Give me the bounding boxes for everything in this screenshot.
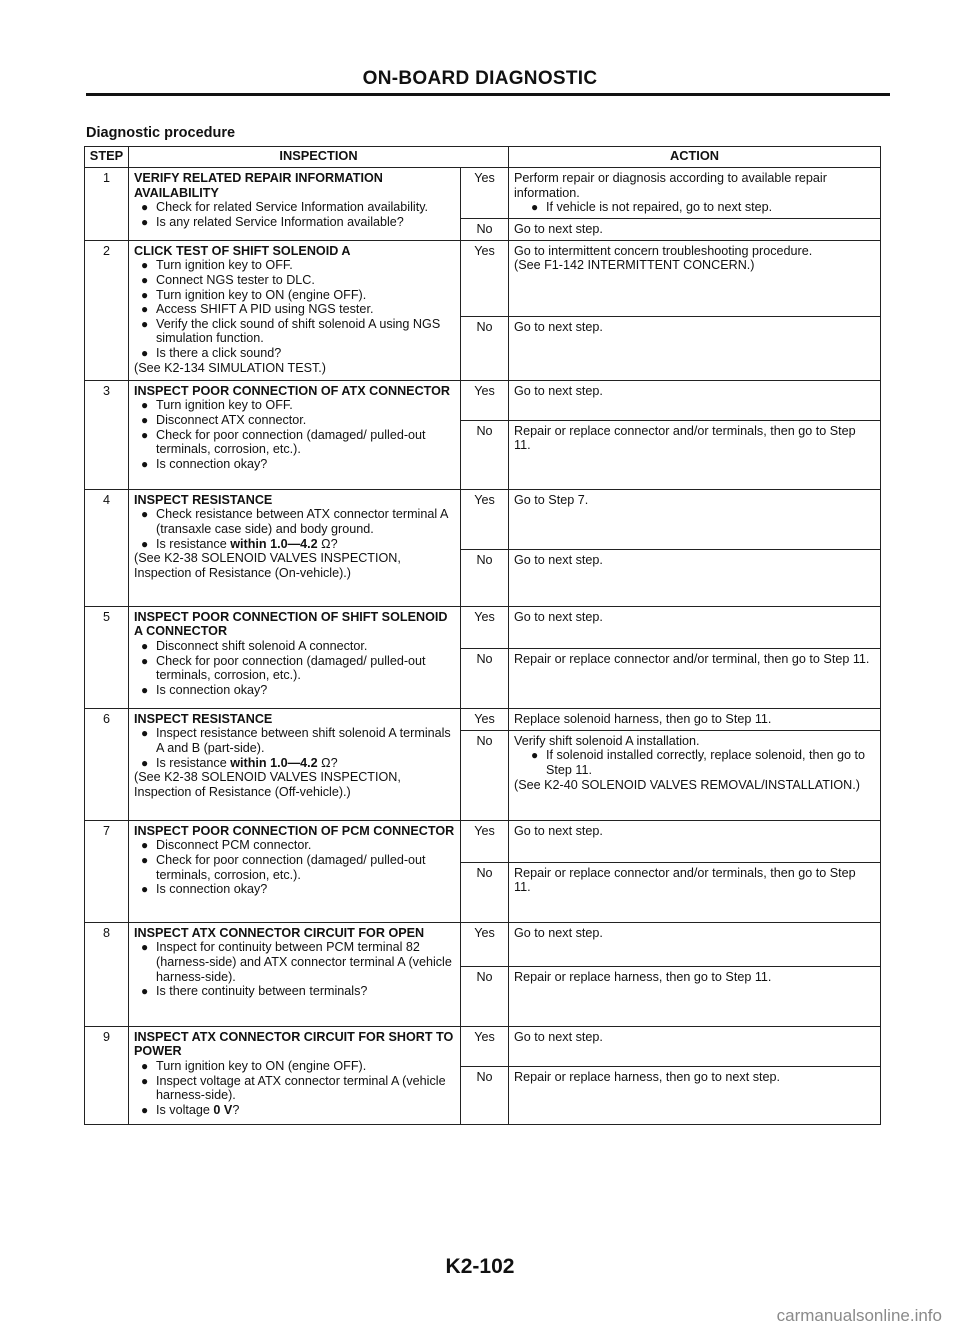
table-row: [85, 1026, 881, 1066]
inspection-cell: [129, 708, 461, 820]
no-label: No: [461, 549, 509, 606]
inspection-question: ● Is voltage 0 V?: [141, 1102, 240, 1117]
inspection-item: ● Inspect resistance between shift solenoid A terminals A and B (part-side).: [141, 726, 451, 755]
bullet-icon: ●: [141, 398, 149, 413]
inspection-item: ● Turn ignition key to OFF.: [141, 398, 293, 413]
inspection-item: ● Disconnect ATX connector.: [141, 412, 307, 427]
no-label: No: [461, 218, 509, 240]
inspection-item: ● Is there continuity between terminals?: [141, 984, 368, 999]
bullet-icon: ●: [141, 456, 149, 471]
bullet-icon: ●: [141, 638, 149, 653]
bullet-icon: ●: [141, 345, 149, 360]
yes-action: Go to next step.: [509, 820, 881, 862]
bullet-icon: ●: [141, 1058, 149, 1073]
inspection-title: VERIFY RELATED REPAIR INFORMATION AVAILABILITY: [134, 171, 383, 200]
title-rule: [86, 93, 890, 96]
no-action: Go to next step.: [509, 218, 881, 240]
no-action: Repair or replace harness, then go to Step 11.: [509, 966, 881, 1026]
yes-label: Yes: [461, 922, 509, 966]
bullet-icon: ●: [141, 302, 149, 317]
bullet-icon: ●: [141, 682, 149, 697]
no-action: Go to next step.: [509, 316, 881, 380]
step-number: 4: [85, 489, 129, 606]
yes-label: Yes: [461, 240, 509, 316]
inspection-question: ● Is resistance within 1.0—4.2 Ω?: [141, 536, 338, 551]
table-body: [85, 168, 881, 1125]
bullet-icon: ●: [141, 272, 149, 287]
yes-action: Go to next step.: [509, 606, 881, 648]
bullet-icon: ●: [141, 653, 149, 668]
no-action: Repair or replace connector and/or terminals, then go to Step 11.: [509, 862, 881, 922]
bullet-icon: ●: [141, 940, 149, 955]
bullet-icon: ●: [141, 287, 149, 302]
no-action: Verify shift solenoid A installation. ● If solenoid installed correctly, replace solenoid, then go to Step 11. (See K2-40 SOLENOID VALVES REMOVAL/INSTALLATION.): [509, 730, 881, 820]
bullet-icon: ●: [141, 507, 149, 522]
bullet-icon: ●: [141, 412, 149, 427]
inspection-item: ● Is connection okay?: [141, 882, 268, 897]
yes-label: Yes: [461, 708, 509, 730]
inspection-title: INSPECT POOR CONNECTION OF ATX CONNECTOR: [134, 383, 451, 398]
step-number: 2: [85, 240, 129, 380]
no-label: No: [461, 862, 509, 922]
step-number: 6: [85, 708, 129, 820]
yes-action: Go to intermittent concern troubleshooting procedure. (See F1-142 INTERMITTENT CONCERN.): [509, 240, 881, 316]
yes-label: Yes: [461, 380, 509, 420]
bullet-icon: ●: [141, 1102, 149, 1117]
no-label: No: [461, 316, 509, 380]
header-action: ACTION: [509, 147, 881, 168]
yes-action: Go to Step 7.: [509, 489, 881, 549]
inspection-item: ● Check for poor connection (damaged/ pulled-out terminals, corrosion, etc.).: [141, 852, 426, 882]
inspection-item: ● Turn ignition key to ON (engine OFF).: [141, 1058, 367, 1073]
bullet-icon: ●: [141, 214, 149, 229]
no-label: No: [461, 966, 509, 1026]
no-action: Repair or replace connector and/or terminals, then go to Step 11.: [509, 420, 881, 489]
bullet-icon: ●: [141, 258, 149, 273]
inspection-cell: [129, 1026, 461, 1124]
no-action: Repair or replace harness, then go to next step.: [509, 1066, 881, 1124]
inspection-cell: [129, 606, 461, 708]
inspection-cell: [129, 489, 461, 606]
inspection-cell: [129, 380, 461, 489]
inspection-reference: (See K2-38 SOLENOID VALVES INSPECTION, Inspection of Resistance (On-vehicle).): [134, 551, 401, 580]
table-row: [85, 168, 881, 219]
inspection-item: ● Turn ignition key to ON (engine OFF).: [141, 287, 367, 302]
inspection-item: ● Check for poor connection (damaged/ pulled-out terminals, corrosion, etc.).: [141, 653, 426, 683]
step-number: 8: [85, 922, 129, 1026]
bullet-icon: ●: [141, 755, 149, 770]
yes-label: Yes: [461, 606, 509, 648]
yes-label: Yes: [461, 489, 509, 549]
bullet-icon: ●: [141, 882, 149, 897]
yes-label: Yes: [461, 820, 509, 862]
inspection-item: ● Check for poor connection (damaged/ pulled-out terminals, corrosion, etc.).: [141, 427, 426, 457]
no-action: Go to next step.: [509, 549, 881, 606]
no-label: No: [461, 730, 509, 820]
inspection-item: ● Is any related Service Information available?: [141, 214, 404, 229]
yes-label: Yes: [461, 168, 509, 219]
step-number: 7: [85, 820, 129, 922]
inspection-question: ● Is resistance within 1.0—4.2 Ω?: [141, 755, 338, 770]
table-row: [85, 380, 881, 420]
inspection-item: ● Verify the click sound of shift solenoid A using NGS simulation function.: [141, 316, 441, 346]
bullet-icon: ●: [141, 316, 149, 331]
inspection-title: INSPECT POOR CONNECTION OF SHIFT SOLENOID A CONNECTOR: [134, 609, 448, 639]
yes-action: Go to next step.: [509, 380, 881, 420]
inspection-title: INSPECT RESISTANCE: [134, 711, 273, 726]
inspection-item: ● Inspect voltage at ATX connector terminal A (vehicle harness-side).: [141, 1073, 446, 1103]
inspection-item: ● Is connection okay?: [141, 682, 268, 697]
table-row: [85, 708, 881, 730]
bullet-icon: ●: [141, 838, 149, 853]
inspection-title: INSPECT ATX CONNECTOR CIRCUIT FOR SHORT TO POWER: [134, 1029, 454, 1059]
inspection-item: ● Disconnect PCM connector.: [141, 838, 312, 853]
bullet-icon: ●: [141, 852, 149, 867]
inspection-title: INSPECT ATX CONNECTOR CIRCUIT FOR OPEN: [134, 925, 425, 940]
table-header-row: [85, 147, 881, 168]
diagnostic-procedure-table: [84, 146, 881, 1125]
bullet-icon: ●: [141, 1073, 149, 1088]
inspection-item: ● Is connection okay?: [141, 456, 268, 471]
inspection-cell: [129, 168, 461, 241]
inspection-title: CLICK TEST OF SHIFT SOLENOID A: [134, 243, 351, 258]
inspection-title: INSPECT RESISTANCE: [134, 492, 273, 507]
inspection-reference: (See K2-38 SOLENOID VALVES INSPECTION, Inspection of Resistance (Off-vehicle).): [134, 770, 401, 799]
no-label: No: [461, 648, 509, 708]
inspection-item: ● Turn ignition key to OFF.: [141, 258, 293, 273]
inspection-item: ● Inspect for continuity between PCM terminal 82 (harness-side) and ATX connector terminal A (vehicle harness-side).: [141, 940, 452, 984]
inspection-item: ● Disconnect shift solenoid A connector.: [141, 638, 368, 653]
yes-label: Yes: [461, 1026, 509, 1066]
inspection-cell: [129, 922, 461, 1026]
bullet-icon: ●: [141, 726, 149, 741]
table-row: [85, 922, 881, 966]
page-title: ON-BOARD DIAGNOSTIC: [362, 68, 598, 89]
table-row: [85, 606, 881, 648]
yes-action: Perform repair or diagnosis according to available repair information. ● If vehicle is not repaired, go to next step.: [509, 168, 881, 219]
no-label: No: [461, 1066, 509, 1124]
inspection-reference: (See K2-134 SIMULATION TEST.): [134, 360, 326, 375]
bullet-icon: ●: [531, 748, 539, 763]
step-number: 9: [85, 1026, 129, 1124]
bullet-icon: ●: [141, 536, 149, 551]
inspection-title: INSPECT POOR CONNECTION OF PCM CONNECTOR: [134, 823, 455, 838]
step-number: 3: [85, 380, 129, 489]
bullet-icon: ●: [141, 200, 149, 215]
inspection-item: ● Is there a click sound?: [141, 345, 282, 360]
inspection-item: ● Access SHIFT A PID using NGS tester.: [141, 302, 374, 317]
inspection-item: ● Connect NGS tester to DLC.: [141, 272, 315, 287]
bullet-icon: ●: [141, 427, 149, 442]
watermark: carmanualsonline.info: [776, 1306, 942, 1325]
inspection-item: ● Check resistance between ATX connector terminal A (transaxle case side) and body ground.: [141, 507, 448, 536]
yes-action: Go to next step.: [509, 922, 881, 966]
step-number: 5: [85, 606, 129, 708]
step-number: 1: [85, 168, 129, 241]
bullet-icon: ●: [531, 200, 539, 215]
inspection-cell: [129, 240, 461, 380]
no-action: Repair or replace connector and/or terminal, then go to Step 11.: [509, 648, 881, 708]
table-row: [85, 489, 881, 549]
header-step: STEP: [85, 147, 129, 168]
header-inspection: INSPECTION: [129, 147, 509, 168]
page-number: K2-102: [445, 1255, 515, 1278]
yes-action: Go to next step.: [509, 1026, 881, 1066]
no-label: No: [461, 420, 509, 489]
table-row: [85, 240, 881, 316]
section-title: Diagnostic procedure: [86, 125, 236, 141]
yes-action: Replace solenoid harness, then go to Step 11.: [509, 708, 881, 730]
inspection-cell: [129, 820, 461, 922]
bullet-icon: ●: [141, 984, 149, 999]
inspection-item: ● Check for related Service Information availability.: [141, 200, 429, 215]
table-row: [85, 820, 881, 862]
